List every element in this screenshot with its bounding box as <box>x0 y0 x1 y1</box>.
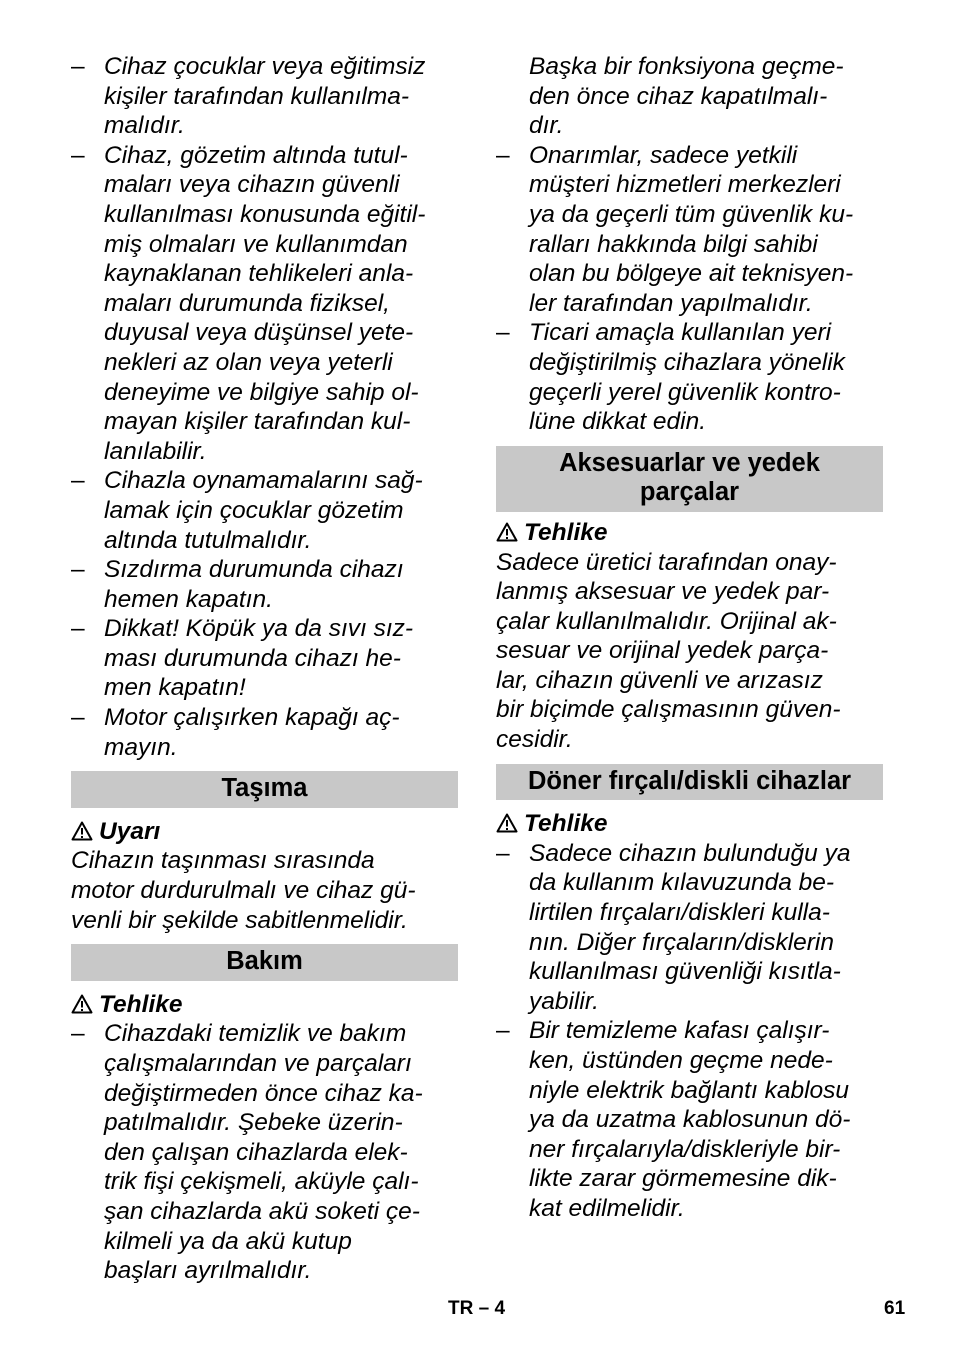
text-line: Dikkat! Köpük ya da sıvı sız- <box>104 615 414 643</box>
aksesuar-paragraph <box>496 548 883 755</box>
list-item <box>71 141 458 467</box>
text-line: çalar kullanılmalıdır. Orijinal ak- <box>496 607 837 635</box>
list-item-text <box>104 555 458 614</box>
text-line: kat edilmelidir. <box>529 1194 685 1222</box>
section-heading-tasima: Taşıma <box>71 771 458 808</box>
text-line: lar, cihazın güvenli ve arızasız <box>496 666 823 694</box>
text-line: likte zarar görmemesine dik- <box>529 1165 837 1193</box>
tasima-paragraph <box>71 846 458 935</box>
text-line: Sızdırma durumunda cihazı <box>104 556 404 584</box>
warning-label-uyari <box>71 817 458 847</box>
text-line: kişiler tarafından kullanılma- <box>104 82 410 110</box>
dash-bullet: – <box>496 141 510 169</box>
warning-label-tehlike-bakim <box>71 990 458 1020</box>
warning-text: Tehlike <box>524 810 608 838</box>
dash-bullet: – <box>71 1020 85 1048</box>
text-line: çalışmalarından ve parçaları <box>104 1050 412 1077</box>
text-line: geçerli yerel güvenlik kontro- <box>529 378 841 406</box>
list-item-text <box>104 614 458 703</box>
text-line: ralları hakkında bilgi sahibi <box>529 230 818 258</box>
text-line: altında tutulmalıdır. <box>104 526 312 554</box>
text-line: yabilir. <box>529 987 599 1015</box>
text-line: ması durumunda cihazı he- <box>104 644 401 672</box>
text-line: niyle elektrik bağlantı kablosu <box>529 1076 850 1104</box>
list-item-text <box>104 141 458 467</box>
doner-list <box>496 839 883 1224</box>
text-line: Cihaz, gözetim altında tutul- <box>104 141 408 169</box>
text-line: patılmalıdır. Şebeke üzerin- <box>104 1109 403 1137</box>
heading-line: parçalar <box>639 478 740 507</box>
list-item <box>71 555 458 614</box>
list-item-text <box>104 1019 458 1285</box>
right-list-top <box>496 141 883 437</box>
warning-text: Tehlike <box>524 518 608 546</box>
text-line: bir biçimde çalışmasının güven- <box>496 696 841 724</box>
heading-line: Aksesuarlar ve yedek <box>559 448 820 477</box>
text-line: malıdır. <box>104 112 185 140</box>
text-line: nekleri az olan veya yeterli <box>104 348 393 376</box>
text-line: lirtilen fırçaları/diskleri kulla- <box>529 899 830 927</box>
text-line: Onarımlar, sadece yetkili <box>529 141 798 169</box>
warning-label-tehlike-doner <box>496 809 883 839</box>
list-item <box>496 1016 883 1223</box>
list-item <box>71 614 458 703</box>
text-line: venli bir şekilde sabitlenmelidir. <box>71 906 408 934</box>
footer-section-label: TR – 4 <box>448 1298 506 1319</box>
list-item-text <box>529 318 883 436</box>
continued-item <box>496 52 883 141</box>
dash-bullet: – <box>71 141 85 169</box>
dash-bullet: – <box>71 556 85 584</box>
text-line: motor durdurulmalı ve cihaz gü- <box>71 877 416 905</box>
text-line: Bir temizleme kafası çalışır- <box>529 1017 830 1045</box>
text-line: Cihaz çocuklar veya eğitimsiz <box>104 53 426 80</box>
page-number: 61 <box>884 1298 906 1319</box>
text-line: kullanılması güvenliği kısıtla- <box>529 958 841 986</box>
text-line: den çalışan cihazlarda elek- <box>104 1138 408 1166</box>
warning-triangle-icon <box>496 813 518 833</box>
warning-triangle-icon <box>496 522 518 542</box>
text-line: mayan kişiler tarafından kul- <box>104 408 411 436</box>
text-line: Cihazdaki temizlik ve bakım <box>104 1020 407 1048</box>
text-line: kilmeli ya da akü kutup <box>104 1227 352 1255</box>
text-line: dır. <box>529 112 564 140</box>
text-line: Cihazla oynamamalarını sağ- <box>104 467 423 495</box>
warning-text: Tehlike <box>99 990 183 1018</box>
list-item-text <box>529 141 883 319</box>
list-item <box>496 141 883 319</box>
text-line: trik fişi çekişmeli, aküyle çalı- <box>104 1168 419 1196</box>
list-item-text <box>104 52 458 141</box>
dash-bullet: – <box>496 1017 510 1045</box>
text-line: kaynaklanan tehlikeleri anla- <box>104 260 414 288</box>
text-line: maları veya cihazın güvenli <box>104 171 400 199</box>
dash-bullet: – <box>71 467 85 495</box>
text-line: cesidir. <box>496 726 573 754</box>
text-line: lanılabilir. <box>104 437 207 465</box>
dash-bullet: – <box>71 704 85 732</box>
text-line: sesuar ve orijinal yedek parça- <box>496 637 829 665</box>
text-line: nın. Diğer fırçaların/disklerin <box>529 928 835 956</box>
continued-text <box>529 52 883 141</box>
text-line: müşteri hizmetleri merkezleri <box>529 171 841 199</box>
text-line: Sadece cihazın bulunduğu ya <box>529 839 851 867</box>
section-heading-aksesuar <box>496 446 883 512</box>
warning-text: Uyarı <box>99 817 161 845</box>
text-line: şan cihazlarda akü soketi çe- <box>104 1197 420 1225</box>
list-item <box>71 52 458 141</box>
text-line: ya da geçerli tüm güvenlik ku- <box>529 200 854 228</box>
text-line: ner fırçalarıyla/diskleriyle bir- <box>529 1135 841 1163</box>
dash-bullet: – <box>71 615 85 643</box>
text-line: başları ayrılmalıdır. <box>104 1257 312 1285</box>
list-item <box>71 703 458 762</box>
dash-bullet: – <box>496 839 510 867</box>
text-line: Başka bir fonksiyona geçme- <box>529 53 844 80</box>
text-line: da kullanım kılavuzunda be- <box>529 869 835 897</box>
left-column <box>71 52 458 1286</box>
text-line: maları durumunda fiziksel, <box>104 289 390 317</box>
text-line: lanmış aksesuar ve yedek par- <box>496 578 830 606</box>
bakim-list <box>71 1019 458 1285</box>
list-item-text <box>529 1016 883 1223</box>
warning-label-tehlike-aksesuar <box>496 518 883 548</box>
text-line: Motor çalışırken kapağı aç- <box>104 704 400 732</box>
text-line: değiştirilmiş cihazlara yönelik <box>529 348 845 376</box>
list-item <box>496 318 883 436</box>
text-line: değiştirmeden önce cihaz ka- <box>104 1079 423 1107</box>
text-line: kullanılması konusunda eğitil- <box>104 200 426 228</box>
warning-triangle-icon <box>71 821 93 841</box>
text-line: lüne dikkat edin. <box>529 408 707 436</box>
list-item-text <box>529 839 883 1017</box>
text-line: men kapatın! <box>104 674 246 702</box>
dash-bullet: – <box>496 319 510 347</box>
text-line: deneyime ve bilgiye sahip ol- <box>104 378 419 406</box>
text-line: Cihazın taşınması sırasında <box>71 847 375 875</box>
text-line: ya da uzatma kablosunun dö- <box>529 1106 851 1134</box>
text-line: ken, üstünden geçme nede- <box>529 1047 833 1074</box>
dash-bullet: – <box>71 53 85 80</box>
text-line: Ticari amaçla kullanılan yeri <box>529 319 832 347</box>
list-item <box>71 1019 458 1285</box>
section-heading-bakim: Bakım <box>71 944 458 981</box>
text-line: den önce cihaz kapatılmalı- <box>529 82 828 110</box>
text-line: olan bu bölgeye ait teknisyen- <box>529 260 854 288</box>
text-line: lamak için çocuklar gözetim <box>104 496 404 524</box>
list-item-text <box>104 466 458 555</box>
warning-triangle-icon <box>71 994 93 1014</box>
list-item <box>496 839 883 1017</box>
text-line: hemen kapatın. <box>104 585 273 613</box>
text-line: ler tarafından yapılmalıdır. <box>529 289 813 317</box>
text-line: Sadece üretici tarafından onay- <box>496 548 837 576</box>
text-line: duyusal veya düşünsel yete- <box>104 319 414 347</box>
text-line: mayın. <box>104 733 178 761</box>
right-column <box>496 52 883 1224</box>
text-line: miş olmaları ve kullanımdan <box>104 230 408 258</box>
left-list-top <box>71 52 458 762</box>
section-heading-doner: Döner fırçalı/diskli cihazlar <box>496 764 883 801</box>
list-item-text <box>104 703 458 762</box>
list-item <box>71 466 458 555</box>
